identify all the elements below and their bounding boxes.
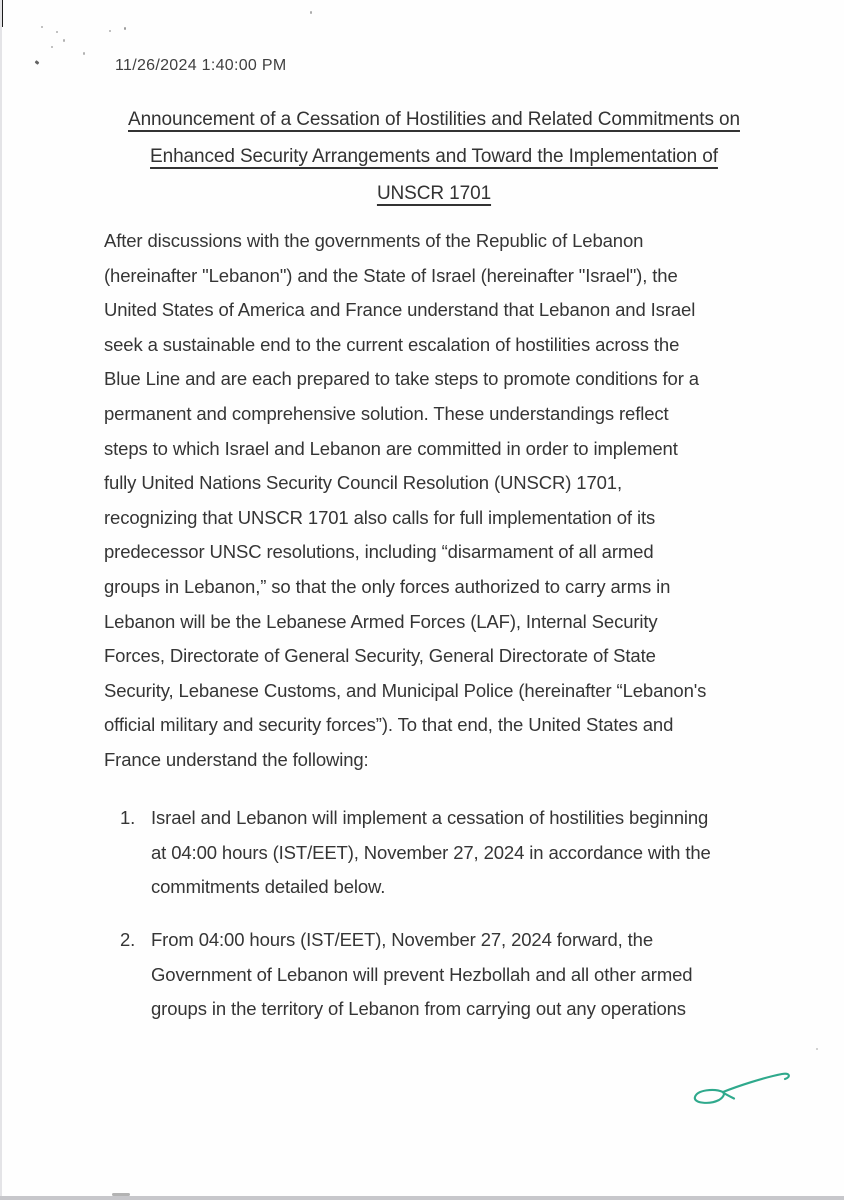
print-timestamp: 11/26/2024 1:40:00 PM bbox=[115, 57, 287, 74]
scan-speckle bbox=[816, 1048, 818, 1050]
scan-speckle bbox=[310, 11, 312, 14]
scan-speckle bbox=[56, 31, 58, 33]
list-item-1-text: Israel and Lebanon will implement a cessation of hostilities beginning at 04:00 hours (IST/EET), November 27, 2024 in accordance with the commitments detailed below. bbox=[151, 807, 711, 898]
page-left-edge bbox=[0, 0, 2, 1200]
scan-speckle bbox=[124, 27, 126, 30]
page-bottom-edge bbox=[0, 1196, 844, 1200]
list-item-1-number: 1. bbox=[120, 807, 136, 828]
list-item-2 bbox=[120, 923, 800, 1027]
scan-speckle bbox=[109, 30, 111, 32]
body-paragraph: After discussions with the governments of the Republic of Lebanon (hereinafter "Lebanon") and the State of Israel (hereinafter "Israel"), the United States of America and France understand that Lebanon and Israel seek a sustainable end to the current escalation of hostilities across the Blue Line and are each prepared to take steps to promote conditions for a permanent and comprehensive solution. These understandings reflect steps to which Israel and Lebanon are committed in order to implement fully United Nations Security Council Resolution (UNSCR) 1701, recognizing that UNSCR 1701 also calls for full implementation of its predecessor UNSC resolutions, including “disarmament of all armed groups in Lebanon,” so that the only forces authorized to carry arms in Lebanon will be the Lebanese Armed Forces (LAF), Internal Security Forces, Directorate of General Security, General Directorate of State Security, Lebanese Customs, and Municipal Police (hereinafter “Lebanon's official military and security forces”). To that end, the United States and France understand the following: bbox=[104, 230, 707, 770]
list-item-2-number: 2. bbox=[120, 929, 136, 950]
list-item-1 bbox=[120, 801, 800, 905]
list-item-2-text: From 04:00 hours (IST/EET), November 27, 2024 forward, the Government of Lebanon will prevent Hezbollah and all other armed groups in the territory of Lebanon from carrying out any operations bbox=[151, 929, 693, 1020]
scan-speckle bbox=[63, 39, 65, 42]
pen-squiggle-mark bbox=[676, 1060, 800, 1115]
scan-speckle bbox=[35, 60, 40, 65]
scan-speckle bbox=[51, 46, 53, 48]
scan-speckle bbox=[83, 52, 85, 55]
scan-speckle bbox=[41, 26, 43, 28]
document-title: Announcement of a Cessation of Hostilities and Related Commitments on Enhanced Security Arrangements and Toward the Implementation of UNSCR 1701 bbox=[128, 109, 740, 204]
